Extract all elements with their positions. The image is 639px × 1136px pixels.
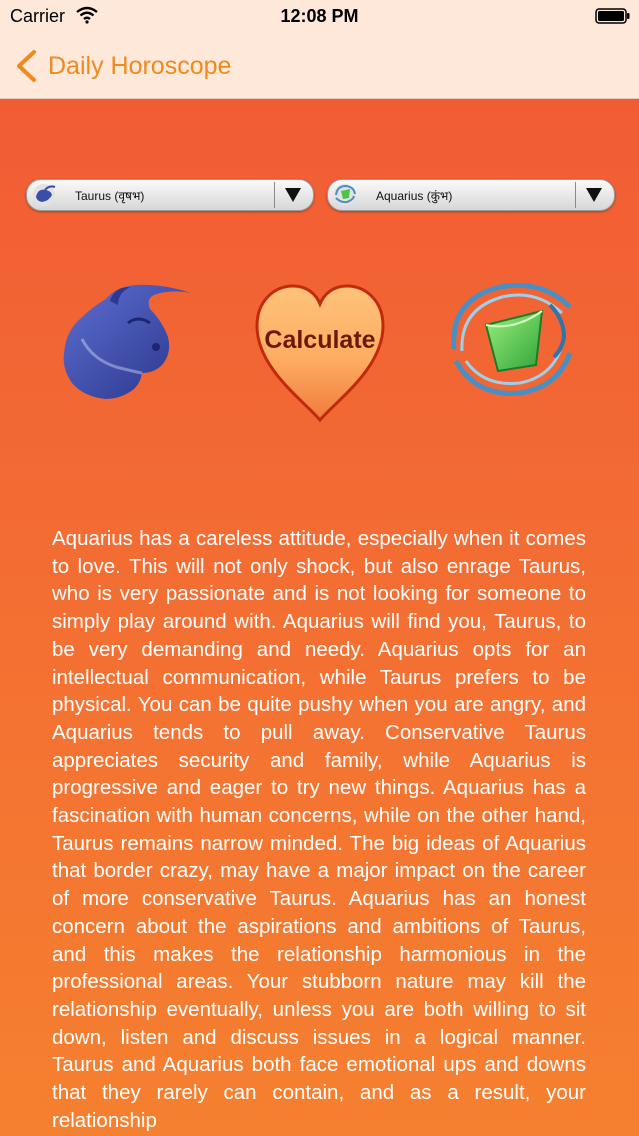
calculate-button-label: Calculate [264,326,376,354]
aquarius-icon [332,183,358,207]
carrier-label: Carrier [10,6,66,26]
dropdown-arrow-icon [285,188,301,202]
dropdown-arrow-icon [586,188,602,202]
compatibility-content [0,99,639,1136]
calculate-button[interactable] [253,282,387,424]
battery-icon [595,8,631,24]
second-sign-picker[interactable] [327,179,615,211]
picker-divider [274,182,275,208]
status-time: 12:08 PM [280,6,359,26]
navigation-bar [0,34,639,99]
first-sign-picker[interactable] [26,179,314,211]
second-sign-label: Aquarius (कुंभ) [376,189,453,203]
picker-divider [575,182,576,208]
compatibility-description: Aquarius has a careless attitude, especially when it comes to love. This will not only shock, but also enrage Taurus, who is very passionate and is not looking for someone to simply play around with. Aquarius will find you, Taurus, to be very demanding and needy. Aquarius opts for an intellectual communication, while Taurus prefers to be physical. You can be quite pushy when you are angry, and Aquarius tends to pull away. Conservative Taurus appreciates security and family, while Aquarius is progressive and eager to try new things. Aquarius has a fascination with human concerns, while on the other hand, Taurus remains narrow minded. The big ideas of Aquarius that border crazy, may have a major impact on the career of more conservative Taurus. Aquarius has an honest concern about the aspirations and ambitions of Taurus, and this makes the relationship harmonious in the professional areas. Your stubborn nature may kill the relationship eventually, unless you are both willing to sit down, listen and discuss issues in a logical manner. Taurus and Aquarius both face emotional ups and downs that they rarely can contain, and as a result, your relationship [52,527,586,1132]
taurus-icon [31,183,57,207]
aquarius-icon [446,279,576,401]
chevron-left-icon [14,49,38,83]
back-button-label: Daily Horoscope [48,51,232,80]
taurus-icon [58,279,194,405]
first-sign-label: Taurus (वृषभ) [75,189,145,203]
status-bar [0,0,639,34]
back-button[interactable] [14,48,231,84]
